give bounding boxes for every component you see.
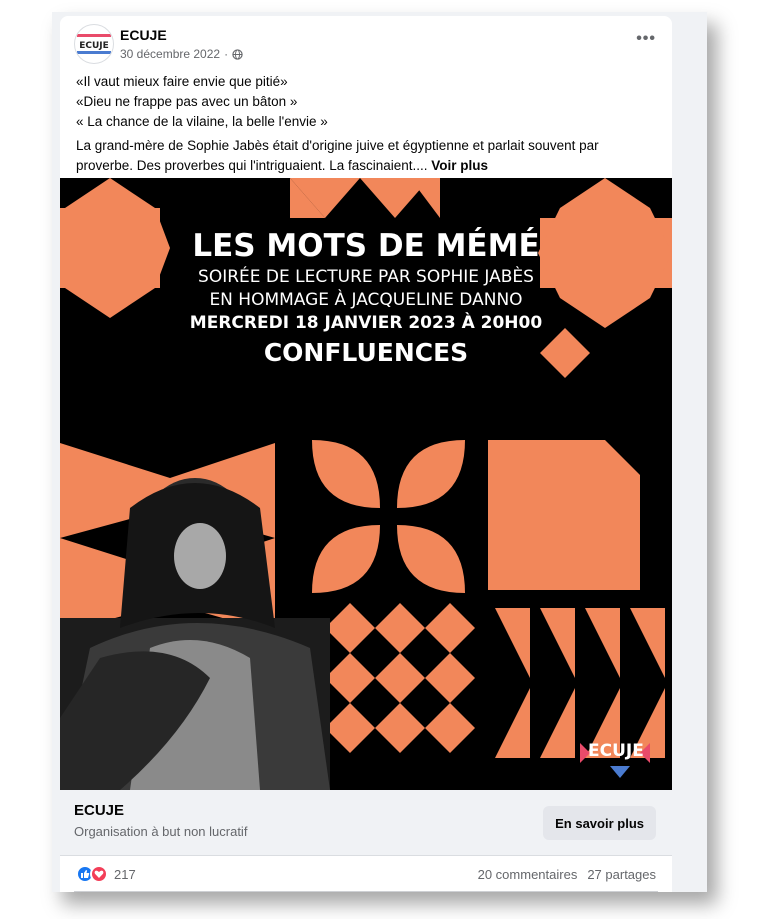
- link-subtitle: Organisation à but non lucratif: [74, 824, 248, 839]
- triangle-band: [290, 178, 440, 218]
- poster-subtitle: SOIRÉE DE LECTURE PAR SOPHIE JABÈS: [198, 267, 534, 287]
- post-meta: 30 décembre 2022 ·: [120, 47, 243, 61]
- proverb-line: « La chance de la vilaine, la belle l'envie »: [76, 114, 328, 129]
- facebook-post: [60, 16, 672, 892]
- author-name[interactable]: ECUJE: [120, 27, 167, 43]
- avatar[interactable]: [74, 24, 114, 64]
- more-options-button[interactable]: [636, 30, 656, 48]
- poster-logo-text: ECUJE: [588, 741, 644, 761]
- globe-icon: [232, 49, 243, 60]
- triangle-pattern: [495, 608, 665, 758]
- reactions-summary[interactable]: [76, 865, 136, 883]
- more-icon: •••: [636, 30, 656, 47]
- poster-venue: CONFLUENCES: [263, 338, 469, 367]
- post-paragraph: La grand-mère de Sophie Jabès était d'origine juive et égyptienne et parlait souvent par proverbe. Des proverbes qui l'intriguaient. La fascinaient.... Voir plus: [76, 138, 599, 173]
- proverb-line: «Il vaut mieux faire envie que pitié»: [76, 74, 288, 89]
- comments-count[interactable]: 20 commentaires: [477, 867, 578, 882]
- link-preview[interactable]: [60, 790, 672, 856]
- reaction-count: 217: [114, 866, 136, 882]
- event-poster[interactable]: [60, 178, 672, 790]
- engagement-counts: [478, 867, 656, 882]
- shares-count[interactable]: 27 partages: [587, 867, 656, 882]
- post-header: [60, 16, 672, 72]
- flower-shape: [312, 440, 465, 593]
- proverb-line: «Dieu ne frappe pas avec un bâton »: [76, 94, 298, 109]
- checker-pattern: [325, 603, 475, 753]
- link-title: ECUJE: [74, 802, 125, 819]
- divider: [74, 891, 658, 892]
- post-text: [76, 72, 656, 176]
- svg-text:ECUJE: ECUJE: [79, 41, 109, 51]
- love-reaction-icon: [90, 865, 108, 883]
- learn-more-button[interactable]: En savoir plus: [543, 806, 656, 840]
- post-date[interactable]: 30 décembre 2022: [120, 47, 221, 61]
- block-shape: [488, 440, 640, 590]
- ecuje-logo-icon: [77, 34, 111, 54]
- poster-date: MERCREDI 18 JANVIER 2023 À 20H00: [189, 313, 543, 333]
- poster-subtitle: EN HOMMAGE À JACQUELINE DANNO: [209, 290, 523, 310]
- post-stats: [60, 856, 672, 892]
- see-more-link[interactable]: Voir plus: [431, 158, 489, 173]
- poster-title: LES MOTS DE MÉMÉ: [192, 228, 540, 264]
